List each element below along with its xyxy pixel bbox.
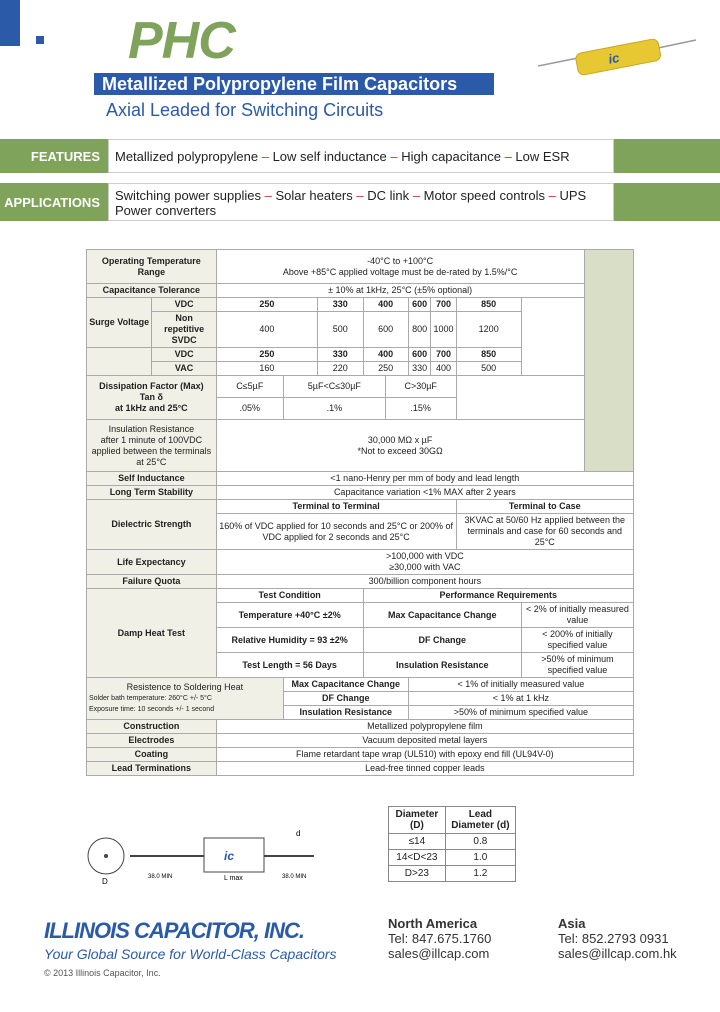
spec-empty <box>456 376 584 420</box>
spec-value: >50% of minimum specified value <box>521 653 633 678</box>
drawing-label: L max <box>224 875 243 882</box>
application-item: UPS <box>559 188 587 203</box>
spec-value: Capacitance variation <1% MAX after 2 years <box>216 486 633 500</box>
drawing-label: d <box>296 829 301 838</box>
spec-value: 3KVAC at 50/60 Hz applied between the terminals and case for 60 seconds and 25°C <box>456 514 634 550</box>
spec-value: 220 <box>317 362 363 376</box>
spec-value: 400 <box>363 348 408 362</box>
spec-value: 160 <box>216 362 317 376</box>
applications-box: Switching power supplies – Solar heaters – DC link – Motor speed controls – UPS Power converters <box>108 183 614 221</box>
dimension-drawing <box>86 826 326 892</box>
spec-value: < 2% of initially measured value <box>521 603 633 628</box>
spec-value: C>30µF <box>385 376 456 398</box>
spec-value: 1200 <box>456 312 521 348</box>
dim-cell: 1.2 <box>445 866 515 882</box>
spec-value: 330 <box>317 298 363 312</box>
spec-label: Long Term Stability <box>87 486 217 500</box>
spec-label: Solder bath temperature: 260°C +/- 5°C <box>89 695 212 702</box>
spec-value: 400 <box>363 298 408 312</box>
spec-value: Test Length = 56 Days <box>216 653 363 678</box>
spec-value: Flame retardant tape wrap (UL510) with epoxy end fill (UL94V-0) <box>216 748 633 762</box>
spec-value: 400 <box>431 362 456 376</box>
spec-value: Relative Humidity = 93 ±2% <box>216 628 363 653</box>
drawing-label: D <box>102 877 108 886</box>
features-band <box>0 139 720 173</box>
application-item: Motor speed controls <box>423 188 546 203</box>
application-item: Switching power supplies <box>115 188 261 203</box>
spec-value: Temperature +40°C ±2% <box>216 603 363 628</box>
spec-value: 400 <box>216 312 317 348</box>
spec-value: 1000 <box>431 312 456 348</box>
feature-item: Low ESR <box>515 148 570 164</box>
spec-label: Surge Voltage <box>87 298 152 348</box>
spec-label: Failure Quota <box>87 575 217 589</box>
applications-band <box>0 183 720 221</box>
spec-value: 500 <box>317 312 363 348</box>
spec-label: Dielectric Strength <box>87 500 217 550</box>
spec-label: Resistence to Soldering Heat <box>126 682 244 692</box>
spec-header: Test Condition <box>216 589 363 603</box>
spec-label: Life Expectancy <box>87 550 217 575</box>
copyright: © 2013 Illinois Capacitor, Inc. <box>44 968 161 978</box>
spec-value: Insulation Resistance <box>283 706 408 720</box>
contact-email[interactable]: sales@illcap.com.hk <box>558 946 677 961</box>
spec-label: VAC <box>152 362 216 376</box>
spec-value: 250 <box>216 348 317 362</box>
corner-decoration <box>0 0 20 46</box>
spec-label: Exposure time: 10 seconds +/- 1 second <box>89 706 215 713</box>
dim-cell: 0.8 <box>445 834 515 850</box>
spec-empty <box>521 298 584 376</box>
spec-table <box>86 249 634 776</box>
spec-value: 160% of VDC applied for 10 seconds and 25°C or 200% of VDC applied for 2 seconds and 25°C <box>216 514 456 550</box>
application-item: Power converters <box>115 203 217 218</box>
dim-cell: ≤14 <box>389 834 446 850</box>
spec-label: at 1kHz and 25°C <box>115 403 188 413</box>
spec-label: after 1 minute of 100VDC applied between the terminals at 25°C <box>91 434 212 467</box>
company-logo: ILLINOIS CAPACITOR, INC. <box>44 918 304 943</box>
spec-value: *Not to exceed 30GΩ <box>357 445 443 456</box>
product-bar-title: Metallized Polypropylene Film Capacitors <box>94 73 494 95</box>
dim-header: Lead Diameter (d) <box>445 807 515 834</box>
spec-side-shade <box>584 250 633 472</box>
spec-label: Damp Heat Test <box>87 589 217 678</box>
drawing-label: 38.0 MIN <box>282 874 307 880</box>
spec-label: Construction <box>87 720 217 734</box>
product-title: PHC <box>128 12 235 70</box>
application-item: DC link <box>367 188 410 203</box>
corner-square <box>36 36 44 44</box>
contact-asia <box>558 916 677 961</box>
spec-value: ≥30,000 with VAC <box>389 562 461 572</box>
spec-value: 700 <box>431 298 456 312</box>
spec-label: Coating <box>87 748 217 762</box>
contact-title: North America <box>388 916 478 931</box>
spec-value: < 1% at 1 kHz <box>408 692 633 706</box>
spec-value: 330 <box>408 362 431 376</box>
spec-value: 30,000 MΩ x µF <box>367 434 433 445</box>
spec-value: 850 <box>456 348 521 362</box>
capacitor-logo: ic <box>607 49 621 67</box>
feature-item: High capacitance <box>401 148 501 164</box>
applications-tag: APPLICATIONS <box>0 183 108 221</box>
spec-value: Max Capacitance Change <box>283 678 408 692</box>
spec-value: 250 <box>363 362 408 376</box>
spec-value: 5µF<C≤30µF <box>283 376 385 398</box>
spec-label: Tan δ <box>139 392 163 402</box>
spec-label: Capacitance Tolerance <box>102 285 201 295</box>
spec-value: DF Change <box>363 628 521 653</box>
applications-band-right <box>614 183 720 221</box>
spec-value: .15% <box>385 398 456 420</box>
capacitor-image <box>538 36 698 76</box>
spec-value: Lead-free tinned copper leads <box>216 762 633 776</box>
spec-value: 250 <box>216 298 317 312</box>
spec-value: >100,000 with VDC <box>385 551 464 561</box>
features-box: Metallized polypropylene – Low self inductance – High capacitance – Low ESR <box>108 139 614 173</box>
dim-cell: 14<D<23 <box>389 850 446 866</box>
spec-header: Terminal to Case <box>456 500 634 514</box>
spec-label: VDC <box>152 348 216 362</box>
drawing-body-logo: ic <box>224 849 235 863</box>
dim-cell: 1.0 <box>445 850 515 866</box>
spec-value: -40°C to +100°C <box>367 255 434 266</box>
contact-north-america <box>388 916 491 961</box>
feature-item: Low self inductance <box>272 148 387 164</box>
company-tagline: Your Global Source for World-Class Capacitors <box>44 946 337 962</box>
spec-value: < 1% of initially measured value <box>408 678 633 692</box>
features-tag: FEATURES <box>0 139 108 173</box>
spec-label: Dissipation Factor (Max) <box>99 381 204 391</box>
spec-label: Self Inductance <box>87 472 217 486</box>
product-subtitle: Axial Leaded for Switching Circuits <box>106 100 384 120</box>
spec-value: .1% <box>283 398 385 420</box>
spec-label: VDC <box>152 298 216 312</box>
dim-header: Diameter (D) <box>389 807 446 834</box>
dimension-table <box>388 806 516 882</box>
spec-value: 850 <box>456 298 521 312</box>
spec-value: 800 <box>408 312 431 348</box>
contact-phone: Tel: 847.675.1760 <box>388 931 492 946</box>
feature-item: Metallized polypropylene <box>115 148 259 164</box>
spec-value: Metallized polypropylene film <box>216 720 633 734</box>
spec-value: Max Capacitance Change <box>363 603 521 628</box>
spec-value: Above +85°C applied voltage must be de-rated by 1.5%/°C <box>282 266 518 277</box>
spec-value: .05% <box>216 398 283 420</box>
spec-value: <1 nano-Henry per mm of body and lead length <box>216 472 633 486</box>
drawing-label: 38.0 MIN <box>148 874 173 880</box>
spec-value: 330 <box>317 348 363 362</box>
contact-title: Asia <box>558 916 586 931</box>
spec-value: ± 10% at 1kHz, 25°C (±5% optional) <box>216 284 584 298</box>
spec-value: C≤5µF <box>216 376 283 398</box>
contact-phone: Tel: 852.2793 0931 <box>558 931 669 946</box>
spec-value: Vacuum deposited metal layers <box>216 734 633 748</box>
spec-value: 500 <box>456 362 521 376</box>
spec-value: Insulation Resistance <box>363 653 521 678</box>
spec-value: >50% of minimum specified value <box>408 706 633 720</box>
spec-label: Non repetitive SVDC <box>152 312 216 348</box>
application-item: Solar heaters <box>275 188 353 203</box>
spec-value: < 200% of initially specified value <box>521 628 633 653</box>
spec-value: 600 <box>408 348 431 362</box>
spec-value: DF Change <box>283 692 408 706</box>
spec-label: Operating Temperature Range <box>101 255 201 277</box>
spec-value: 600 <box>408 298 431 312</box>
spec-value: 300/billion component hours <box>216 575 633 589</box>
spec-label: Electrodes <box>87 734 217 748</box>
spec-value: 700 <box>431 348 456 362</box>
spec-header: Terminal to Terminal <box>216 500 456 514</box>
spec-label: Lead Terminations <box>87 762 217 776</box>
spec-label: Insulation Resistance <box>108 423 195 434</box>
dim-cell: D>23 <box>389 866 446 882</box>
spec-header: Performance Requirements <box>363 589 633 603</box>
features-band-right <box>614 139 720 173</box>
contact-email[interactable]: sales@illcap.com <box>388 946 490 961</box>
spec-value: 600 <box>363 312 408 348</box>
